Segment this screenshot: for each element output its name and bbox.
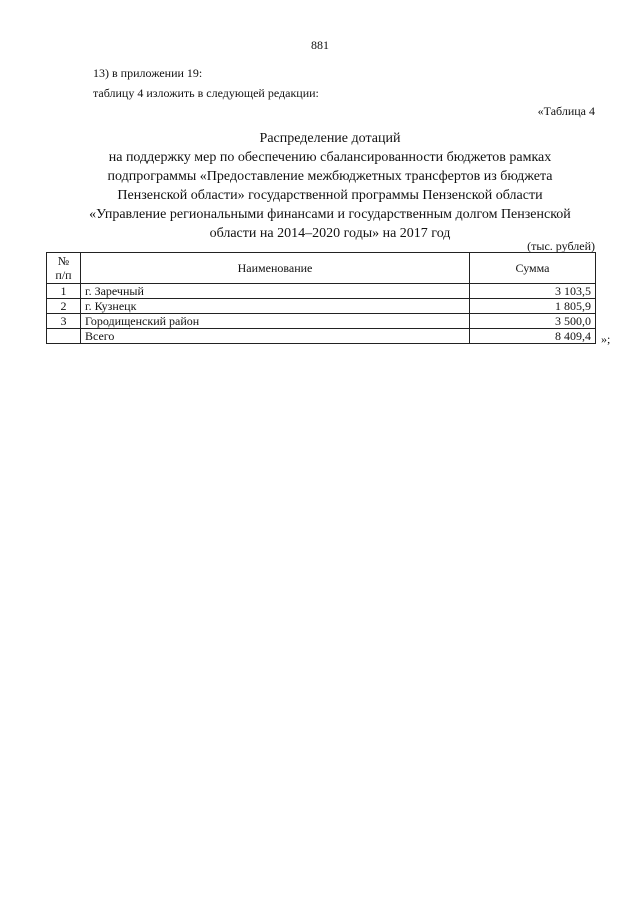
row-name: г. Кузнецк (81, 299, 470, 314)
row-sum: 3 103,5 (470, 284, 596, 299)
title-line-1: Распределение дотаций (259, 131, 401, 146)
page-number: 881 (311, 38, 329, 52)
row-number: 1 (47, 284, 81, 299)
header-number-abbrev: п/п (55, 268, 72, 282)
row-number: 3 (47, 314, 81, 329)
header-number-symbol: № (57, 254, 70, 268)
header-sum: Сумма (470, 253, 596, 284)
intro-item-line: 13) в приложении 19: (93, 66, 203, 80)
row-name: г. Заречный (81, 284, 470, 299)
table-row (47, 284, 596, 299)
intro-instruction-line: таблицу 4 изложить в следующей редакции: (93, 86, 319, 100)
table-reference: «Таблица 4 (537, 104, 595, 118)
total-label: Всего (81, 329, 470, 344)
total-number (47, 329, 81, 344)
subsidy-table (46, 252, 596, 344)
title-line-4: Пензенской области» государственной программы Пензенской области (117, 188, 543, 203)
document-title (40, 129, 620, 243)
unit-label: (тыс. рублей) (527, 239, 595, 253)
row-number: 2 (47, 299, 81, 314)
row-name: Городищенский район (81, 314, 470, 329)
table-row (47, 314, 596, 329)
header-number (47, 253, 81, 284)
header-name: Наименование (81, 253, 470, 284)
title-line-3: подпрограммы «Предоставление межбюджетных трансфертов из бюджета (107, 169, 553, 184)
total-sum: 8 409,4 (470, 329, 596, 344)
row-sum: 3 500,0 (470, 314, 596, 329)
title-line-2: на поддержку мер по обеспечению сбалансированности бюджетов рамках (108, 150, 552, 165)
row-sum: 1 805,9 (470, 299, 596, 314)
title-line-5: «Управление региональными финансами и государственным долгом Пензенской (89, 207, 571, 222)
table-total-row (47, 329, 596, 344)
table-row (47, 299, 596, 314)
table-header-row (47, 253, 596, 284)
title-line-6: области на 2014–2020 годы» на 2017 год (209, 226, 451, 241)
closing-quote: »; (601, 332, 611, 346)
